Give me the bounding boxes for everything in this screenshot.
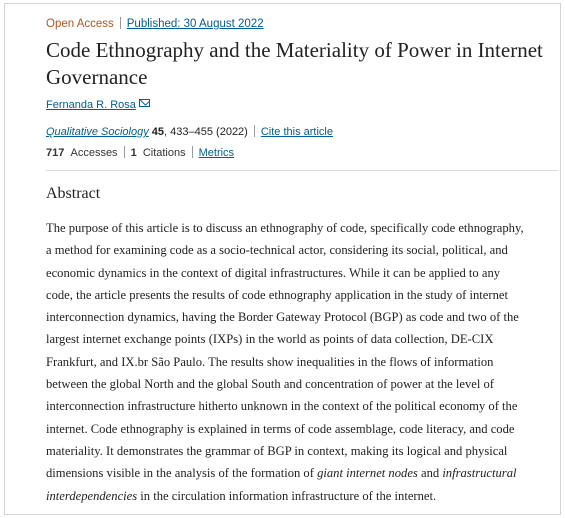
published-date-link[interactable]: Published: 30 August 2022 bbox=[126, 18, 264, 30]
citation-info bbox=[46, 125, 333, 138]
abstract-line: Frankfurt, and IX.br São Paulo. The results show inequalities in the flows of information bbox=[46, 354, 494, 369]
abstract-line: materiality. It demonstrates the grammar of BGP in context, making its logical and physical bbox=[46, 443, 508, 458]
abstract-line: largest internet exchange points (IXPs) in the world as points of data collection, DE-CIX bbox=[46, 332, 494, 347]
article-metrics bbox=[46, 146, 234, 159]
separator bbox=[124, 146, 125, 158]
citations-count: 1 bbox=[130, 147, 137, 159]
author-list bbox=[46, 99, 150, 111]
abstract-line bbox=[46, 485, 560, 507]
abstract-emphasis: infrastructural bbox=[442, 466, 517, 481]
abstract-text-run: in the circulation information infrastructure of the internet. bbox=[137, 488, 437, 503]
abstract-heading: Abstract bbox=[46, 185, 101, 202]
open-access-badge: Open Access bbox=[46, 18, 114, 30]
section-divider bbox=[46, 170, 558, 171]
article-page bbox=[4, 3, 561, 515]
accesses-label: Accesses bbox=[70, 147, 118, 159]
abstract-text bbox=[46, 217, 560, 507]
cite-this-article-link[interactable]: Cite this article bbox=[260, 126, 333, 138]
abstract-text-run: and bbox=[417, 466, 443, 481]
accesses-count: 717 bbox=[46, 147, 65, 159]
mail-icon[interactable] bbox=[139, 99, 150, 107]
abstract-line: The purpose of this article is to discuss an ethnography of code, specifically code ethnography, bbox=[46, 221, 524, 235]
article-meta-top bbox=[46, 17, 264, 30]
page-range: , 433–455 (2022) bbox=[164, 126, 248, 138]
metrics-link[interactable]: Metrics bbox=[198, 147, 235, 159]
abstract-text-run: dimensions visible in the analysis of the formation of bbox=[46, 466, 318, 481]
article-title: Code Ethnography and the Materiality of Power in Internet Governance bbox=[46, 38, 543, 89]
abstract-emphasis: giant internet nodes bbox=[317, 466, 418, 481]
abstract-line: code, the article presents the results of code ethnography application in the study of internet bbox=[46, 287, 508, 302]
separator bbox=[192, 146, 193, 158]
abstract-emphasis: interdependencies bbox=[46, 488, 138, 503]
abstract-line: a method for examining code as a socio-technical actor, considering its social, political, and bbox=[46, 243, 508, 258]
author-link[interactable]: Fernanda R. Rosa bbox=[46, 99, 136, 111]
separator bbox=[120, 17, 121, 29]
abstract-line: interconnection infrastructure hitherto unknown in the context of the political economy of the bbox=[46, 399, 518, 414]
volume-number: 45 bbox=[151, 126, 165, 138]
abstract-line: interconnection dynamics, having the Border Gateway Protocol (BGP) as code and two of the bbox=[46, 310, 519, 325]
abstract-line: economic dynamics in the context of digital infrastructures. While it can be applied to any bbox=[46, 265, 501, 280]
abstract-line: between the global North and the global South and concentration of power at the level of bbox=[46, 377, 494, 392]
journal-link[interactable]: Qualitative Sociology bbox=[46, 126, 149, 138]
separator bbox=[254, 125, 255, 137]
abstract-line bbox=[46, 462, 560, 484]
citations-label: Citations bbox=[142, 147, 186, 159]
abstract-line: internet. Code ethnography is explained in terms of code assemblage, code literacy, and code bbox=[46, 421, 515, 436]
